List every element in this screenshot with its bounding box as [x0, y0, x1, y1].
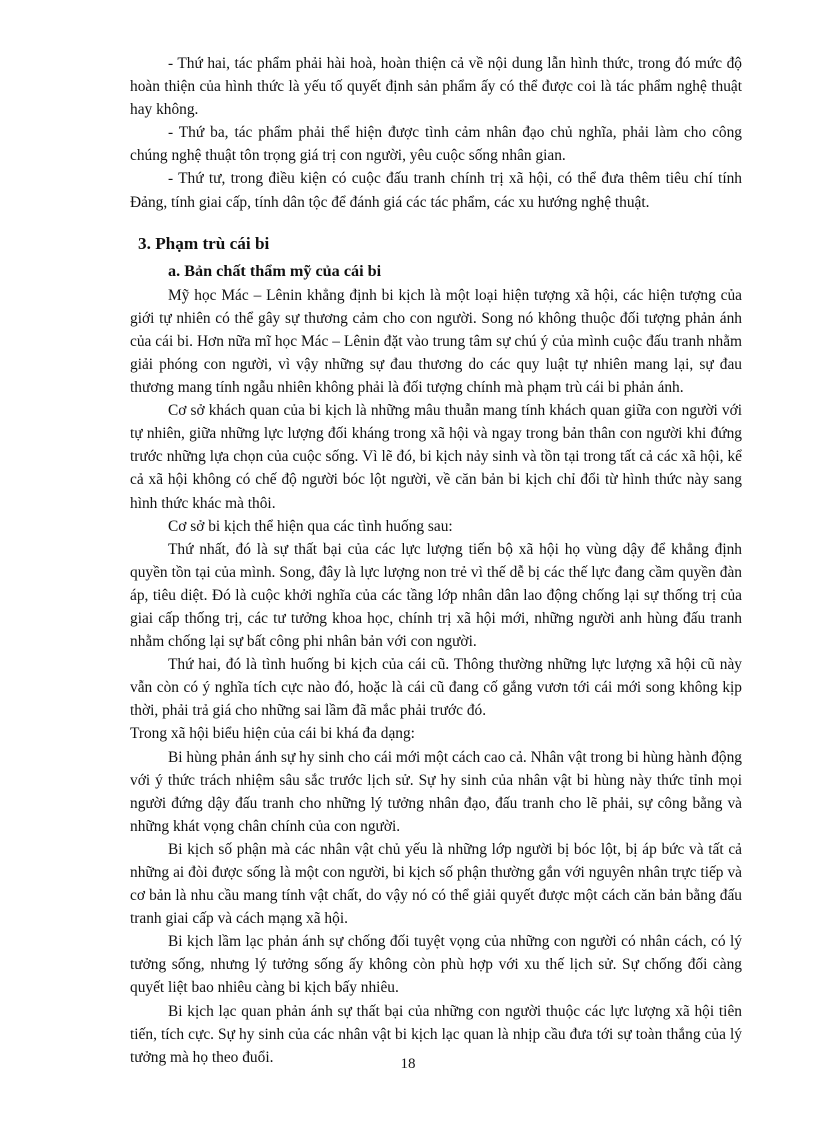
body-paragraph: Cơ sở khách quan của bi kịch là những mâu thuẫn mang tính khách quan giữa con người với tự nhiên, giữa những lực lượng đối kháng trong xã hội và ngay trong bản thân con người khi đứng trước những lựa chọn của cuộc sống. Vì lẽ đó, bi kịch nảy sinh và tồn tại trong tất cả các xã hội, kể cả xã hội không có chế độ người bóc lột người, về căn bản bi kịch chỉ đổi từ hình thức này sang hình thức khác mà thôi. — [130, 402, 742, 512]
subsection-heading: a. Bản chất thẩm mỹ của cái bi — [168, 261, 382, 280]
criterion-paragraph-fourth: - Thứ tư, trong điều kiện có cuộc đấu tranh chính trị xã hội, có thể đưa thêm tiêu chí tính Đảng, tính giai cấp, tính dân tộc để đánh giá các tác phẩm, các xu hướng nghệ thuật. — [130, 170, 742, 211]
body-paragraph: Bi kịch số phận mà các nhân vật chủ yếu là những lớp người bị bóc lột, bị áp bức và tất cả những ai đòi được sống là một con người, bi kịch số phận thường gắn với nguyên nhân trực tiếp và cơ bản là nhu cầu mang tính vật chất, do vậy nó có thể giải quyết được một cách căn bản bằng đấu tranh giai cấp và cách mạng xã hội. — [130, 840, 742, 928]
page-number: 18 — [400, 1056, 416, 1072]
section-heading: 3. Phạm trù cái bi — [138, 233, 270, 253]
body-paragraph: Cơ sở bi kịch thể hiện qua các tình huống sau: — [168, 517, 453, 535]
document-page — [130, 52, 742, 1069]
body-paragraph: Mỹ học Mác – Lênin khẳng định bi kịch là một loại hiện tượng xã hội, các hiện tượng của giới tự nhiên có thể gây sự thương cảm cho con người. Song nó không thuộc đối tượng phản ánh của cái bi. Hơn nữa mĩ học Mác – Lênin đặt vào trung tâm sự chú ý của mình cuộc đấu tranh nhằm giải phóng con người, vì vậy những sự đau thương do các quy luật tự nhiên mang lại, sự đau thương mang tính ngẫu nhiên không phải là đối tượng chính mà phạm trù cái bi phản ánh. — [130, 286, 742, 397]
body-paragraph: Trong xã hội biểu hiện của cái bi khá đa dạng: — [130, 725, 415, 743]
criterion-paragraph-second: - Thứ hai, tác phẩm phải hài hoà, hoàn thiện cả về nội dung lẫn hình thức, trong đó mức độ hoàn thiện của hình thức là yếu tố quyết định sản phẩm ấy có thể được coi là tác phẩm nghệ thuật hay không. — [130, 55, 742, 119]
criterion-paragraph-third: - Thứ ba, tác phẩm phải thể hiện được tình cảm nhân đạo chủ nghĩa, phải làm cho công chúng nghệ thuật tôn trọng giá trị con người, yêu cuộc sống nhân gian. — [130, 124, 742, 165]
body-paragraph: Thứ hai, đó là tình huống bi kịch của cái cũ. Thông thường những lực lượng xã hội cũ này vẫn còn có ý nghĩa tích cực nào đó, hoặc là cái cũ đang cố gắng vươn tới cái mới song không kịp thời, phải trả giá cho những sai lầm đã mắc phải trước đó. — [130, 656, 742, 720]
body-paragraph: Bi kịch lầm lạc phản ánh sự chống đối tuyệt vọng của những con người có nhân cách, có lý tưởng sống, nhưng lý tưởng sống ấy không còn phù hợp với xu thế lịch sử. Sự chống đối càng quyết liệt bao nhiêu càng bi kịch bấy nhiêu. — [130, 933, 742, 997]
body-paragraph: Bi hùng phản ánh sự hy sinh cho cái mới một cách cao cả. Nhân vật trong bi hùng hành động với ý thức trách nhiệm sâu sắc trước lịch sử. Sự hy sinh của nhân vật bi hùng này thức tỉnh mọi người đứng dậy đấu tranh cho những lý tưởng nhân đạo, đấu tranh cho lẽ phải, sự công bằng và những khát vọng chân chính của con người. — [130, 748, 742, 835]
body-paragraph: Thứ nhất, đó là sự thất bại của các lực lượng tiến bộ xã hội họ vùng dậy để khẳng định quyền tồn tại của mình. Song, đây là lực lượng non trẻ vì thế dễ bị các thế lực đang cầm quyền đàn áp, tiêu diệt. Đó là cuộc khởi nghĩa của các tầng lớp nhân dân lao động chống lại sự thống trị của giai cấp thống trị, các tư tưởng khoa học, chính trị xã hội mới, những người anh hùng đấu tranh nhằm chống lại sự bất công phi nhân bản với con người. — [130, 540, 742, 651]
body-paragraph: Bi kịch lạc quan phản ánh sự thất bại của những con người thuộc các lực lượng xã hội tiên tiến, tích cực. Sự hy sinh của các nhân vật bi kịch lạc quan là nhịp cầu đưa tới sự toàn thắng của lý tưởng mà họ theo đuổi. — [130, 1002, 742, 1066]
